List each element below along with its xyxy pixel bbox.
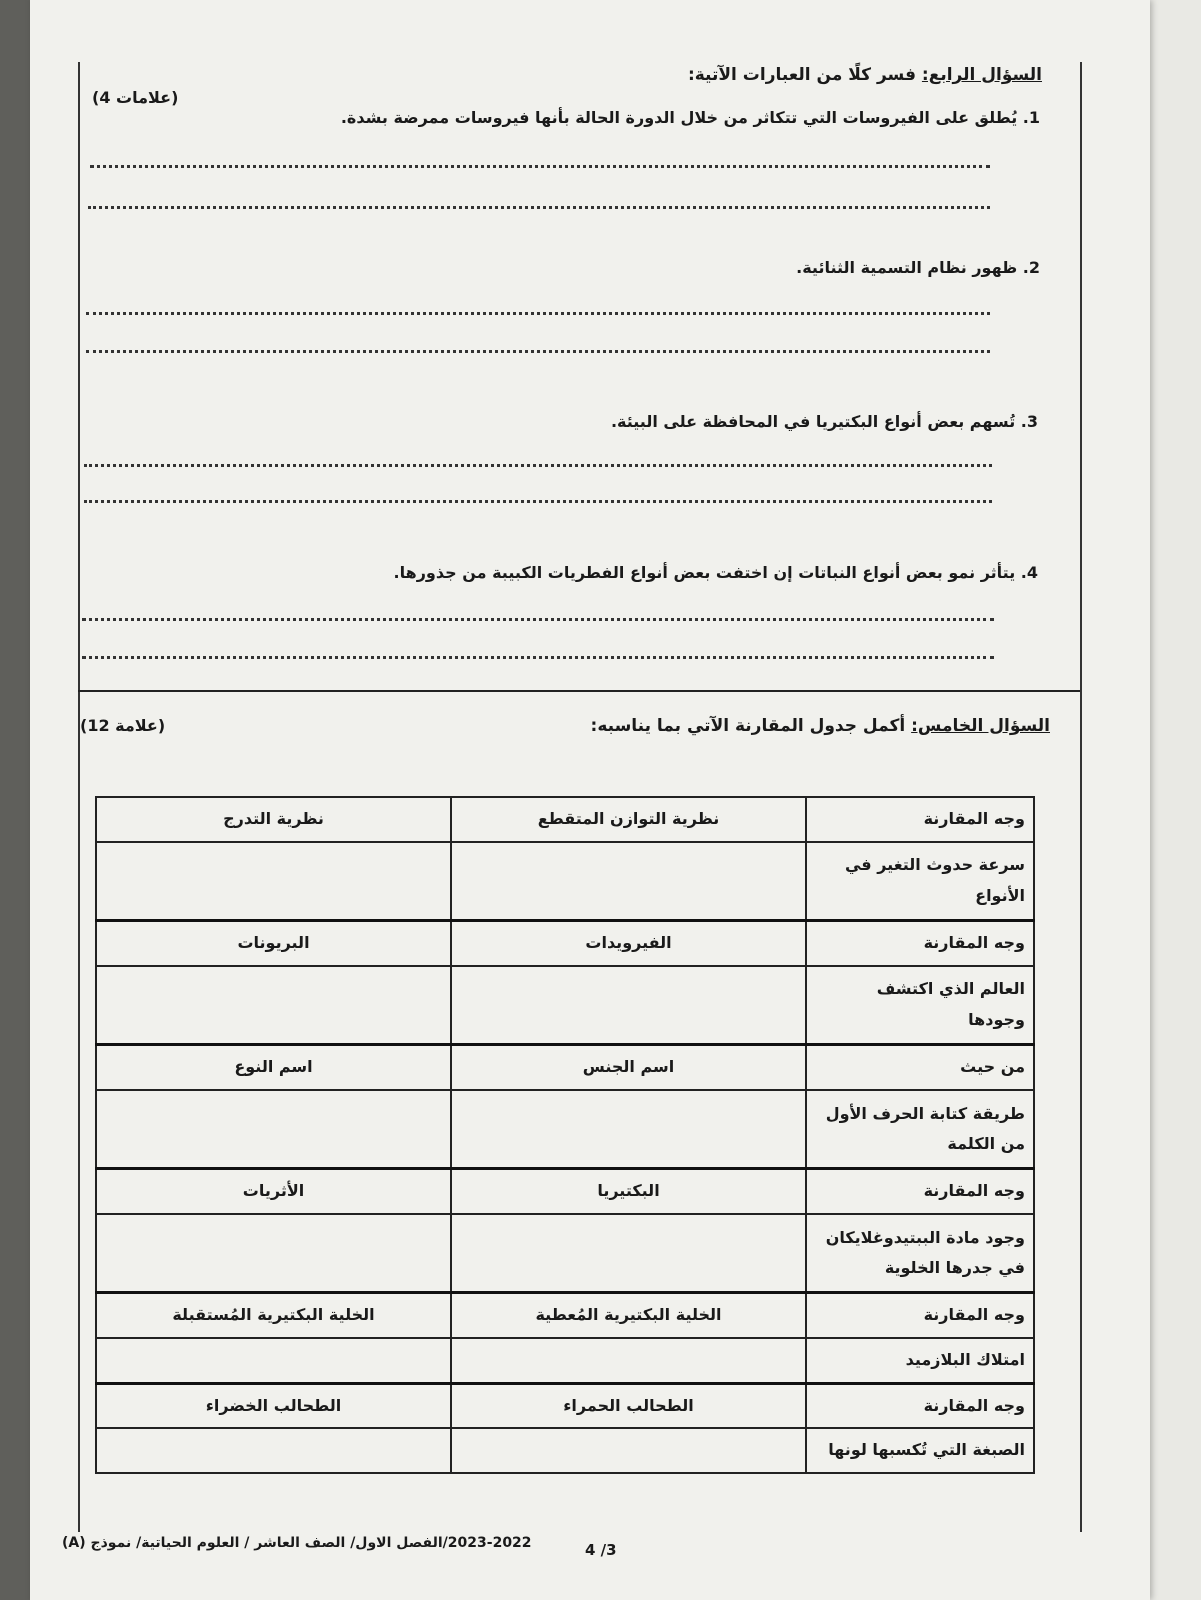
table-cell: اسم الجنس — [451, 1045, 806, 1090]
q5-marks: (12 علامة) — [80, 716, 166, 735]
answer-cell[interactable] — [96, 1214, 451, 1293]
table-cell: من حيث — [806, 1045, 1034, 1090]
table-cell: الخلية البكتيرية المُستقبلة — [96, 1293, 451, 1338]
answer-cell[interactable] — [451, 966, 806, 1045]
table-cell: الخلية البكتيرية المُعطية — [451, 1293, 806, 1338]
table-row — [96, 1383, 1034, 1428]
table-cell: وجه المقارنة — [806, 920, 1034, 965]
table-cell: نظرية التدرج — [96, 797, 451, 842]
q4-item-text — [341, 108, 1040, 127]
table-cell: الفيرويدات — [451, 920, 806, 965]
table-cell: الطحالب الخضراء — [96, 1383, 451, 1428]
answer-cell[interactable] — [451, 1090, 806, 1169]
table-cell: الطحالب الحمراء — [451, 1383, 806, 1428]
answer-line — [82, 656, 994, 659]
answer-line — [84, 464, 992, 467]
item-number: 4. — [1020, 563, 1038, 582]
item-number: 1. — [1022, 108, 1040, 127]
table-cell: وجه المقارنة — [806, 1383, 1034, 1428]
table-cell: العالم الذي اكتشف وجودها — [806, 966, 1034, 1045]
item-number: 3. — [1020, 412, 1038, 431]
q4-title-text: فسر كلًا من العبارات الآتية: — [687, 65, 916, 85]
table-cell: البريونات — [96, 920, 451, 965]
footer-course-info: 2023-2022/الفصل الاول/ الصف العاشر / العلوم الحياتية/ نموذج (A) — [62, 1535, 532, 1551]
answer-cell[interactable] — [96, 1428, 451, 1473]
answer-cell[interactable] — [451, 1428, 806, 1473]
table-row — [96, 1045, 1034, 1090]
table-cell: سرعة حدوث التغير في الأنواع — [806, 842, 1034, 921]
table-row — [96, 1214, 1034, 1293]
table-cell: الصبغة التي تُكسبها لونها — [806, 1428, 1034, 1473]
answer-cell[interactable] — [96, 1090, 451, 1169]
answer-cell[interactable] — [451, 1338, 806, 1383]
table-row — [96, 842, 1034, 921]
item-number: 2. — [1022, 258, 1040, 277]
table-row — [96, 1090, 1034, 1169]
table-row — [96, 966, 1034, 1045]
q4-title-label: السؤال الرابع: — [921, 65, 1042, 85]
table-row — [96, 920, 1034, 965]
section-divider — [78, 690, 1080, 692]
item-statement: ظهور نظام التسمية الثنائية. — [796, 258, 1018, 277]
q4-item-text — [796, 258, 1040, 277]
q4-item-text — [611, 412, 1038, 431]
answer-line — [90, 165, 990, 168]
table-cell: الأثريات — [96, 1169, 451, 1214]
table-cell: وجه المقارنة — [806, 1293, 1034, 1338]
answer-line — [88, 206, 990, 209]
comparison-table — [95, 796, 1035, 1474]
q4-title — [688, 65, 1042, 85]
table-row — [96, 1338, 1034, 1383]
table-row — [96, 1169, 1034, 1214]
table-cell: وجود مادة الببتيدوغلايكان في جدرها الخلوية — [806, 1214, 1034, 1293]
table-cell: وجه المقارنة — [806, 1169, 1034, 1214]
q4-item-text — [394, 563, 1038, 582]
answer-cell[interactable] — [96, 966, 451, 1045]
table-cell: وجه المقارنة — [806, 797, 1034, 842]
answer-cell[interactable] — [96, 842, 451, 921]
table-cell: امتلاك البلازميد — [806, 1338, 1034, 1383]
table-row — [96, 1293, 1034, 1338]
q5-title — [591, 716, 1050, 736]
q5-title-label: السؤال الخامس: — [911, 716, 1050, 736]
table-cell: البكتيريا — [451, 1169, 806, 1214]
table-row — [96, 797, 1034, 842]
item-statement: تُسهم بعض أنواع البكتيريا في المحافظة على البيئة. — [610, 412, 1016, 431]
item-statement: يُطلق على الفيروسات التي تتكاثر من خلال الدورة الحالة بأنها فيروسات ممرضة بشدة. — [340, 108, 1018, 127]
q4-marks: (4 علامات) — [92, 88, 179, 107]
answer-line — [86, 312, 990, 315]
table-cell: نظرية التوازن المتقطع — [451, 797, 806, 842]
q5-title-text: أكمل جدول المقارنة الآتي بما يناسبه: — [590, 716, 906, 736]
item-statement: يتأثر نمو بعض أنواع النباتات إن اختفت بعض أنواع الفطريات الكبيبة من جذورها. — [393, 563, 1016, 582]
answer-cell[interactable] — [451, 1214, 806, 1293]
table-cell: اسم النوع — [96, 1045, 451, 1090]
answer-line — [82, 618, 994, 621]
answer-line — [84, 500, 992, 503]
table-cell: طريقة كتابة الحرف الأول من الكلمة — [806, 1090, 1034, 1169]
table-row — [96, 1428, 1034, 1473]
answer-cell[interactable] — [96, 1338, 451, 1383]
answer-cell[interactable] — [451, 842, 806, 921]
footer-page-number: 4 /3 — [585, 1541, 617, 1559]
answer-line — [86, 350, 990, 353]
